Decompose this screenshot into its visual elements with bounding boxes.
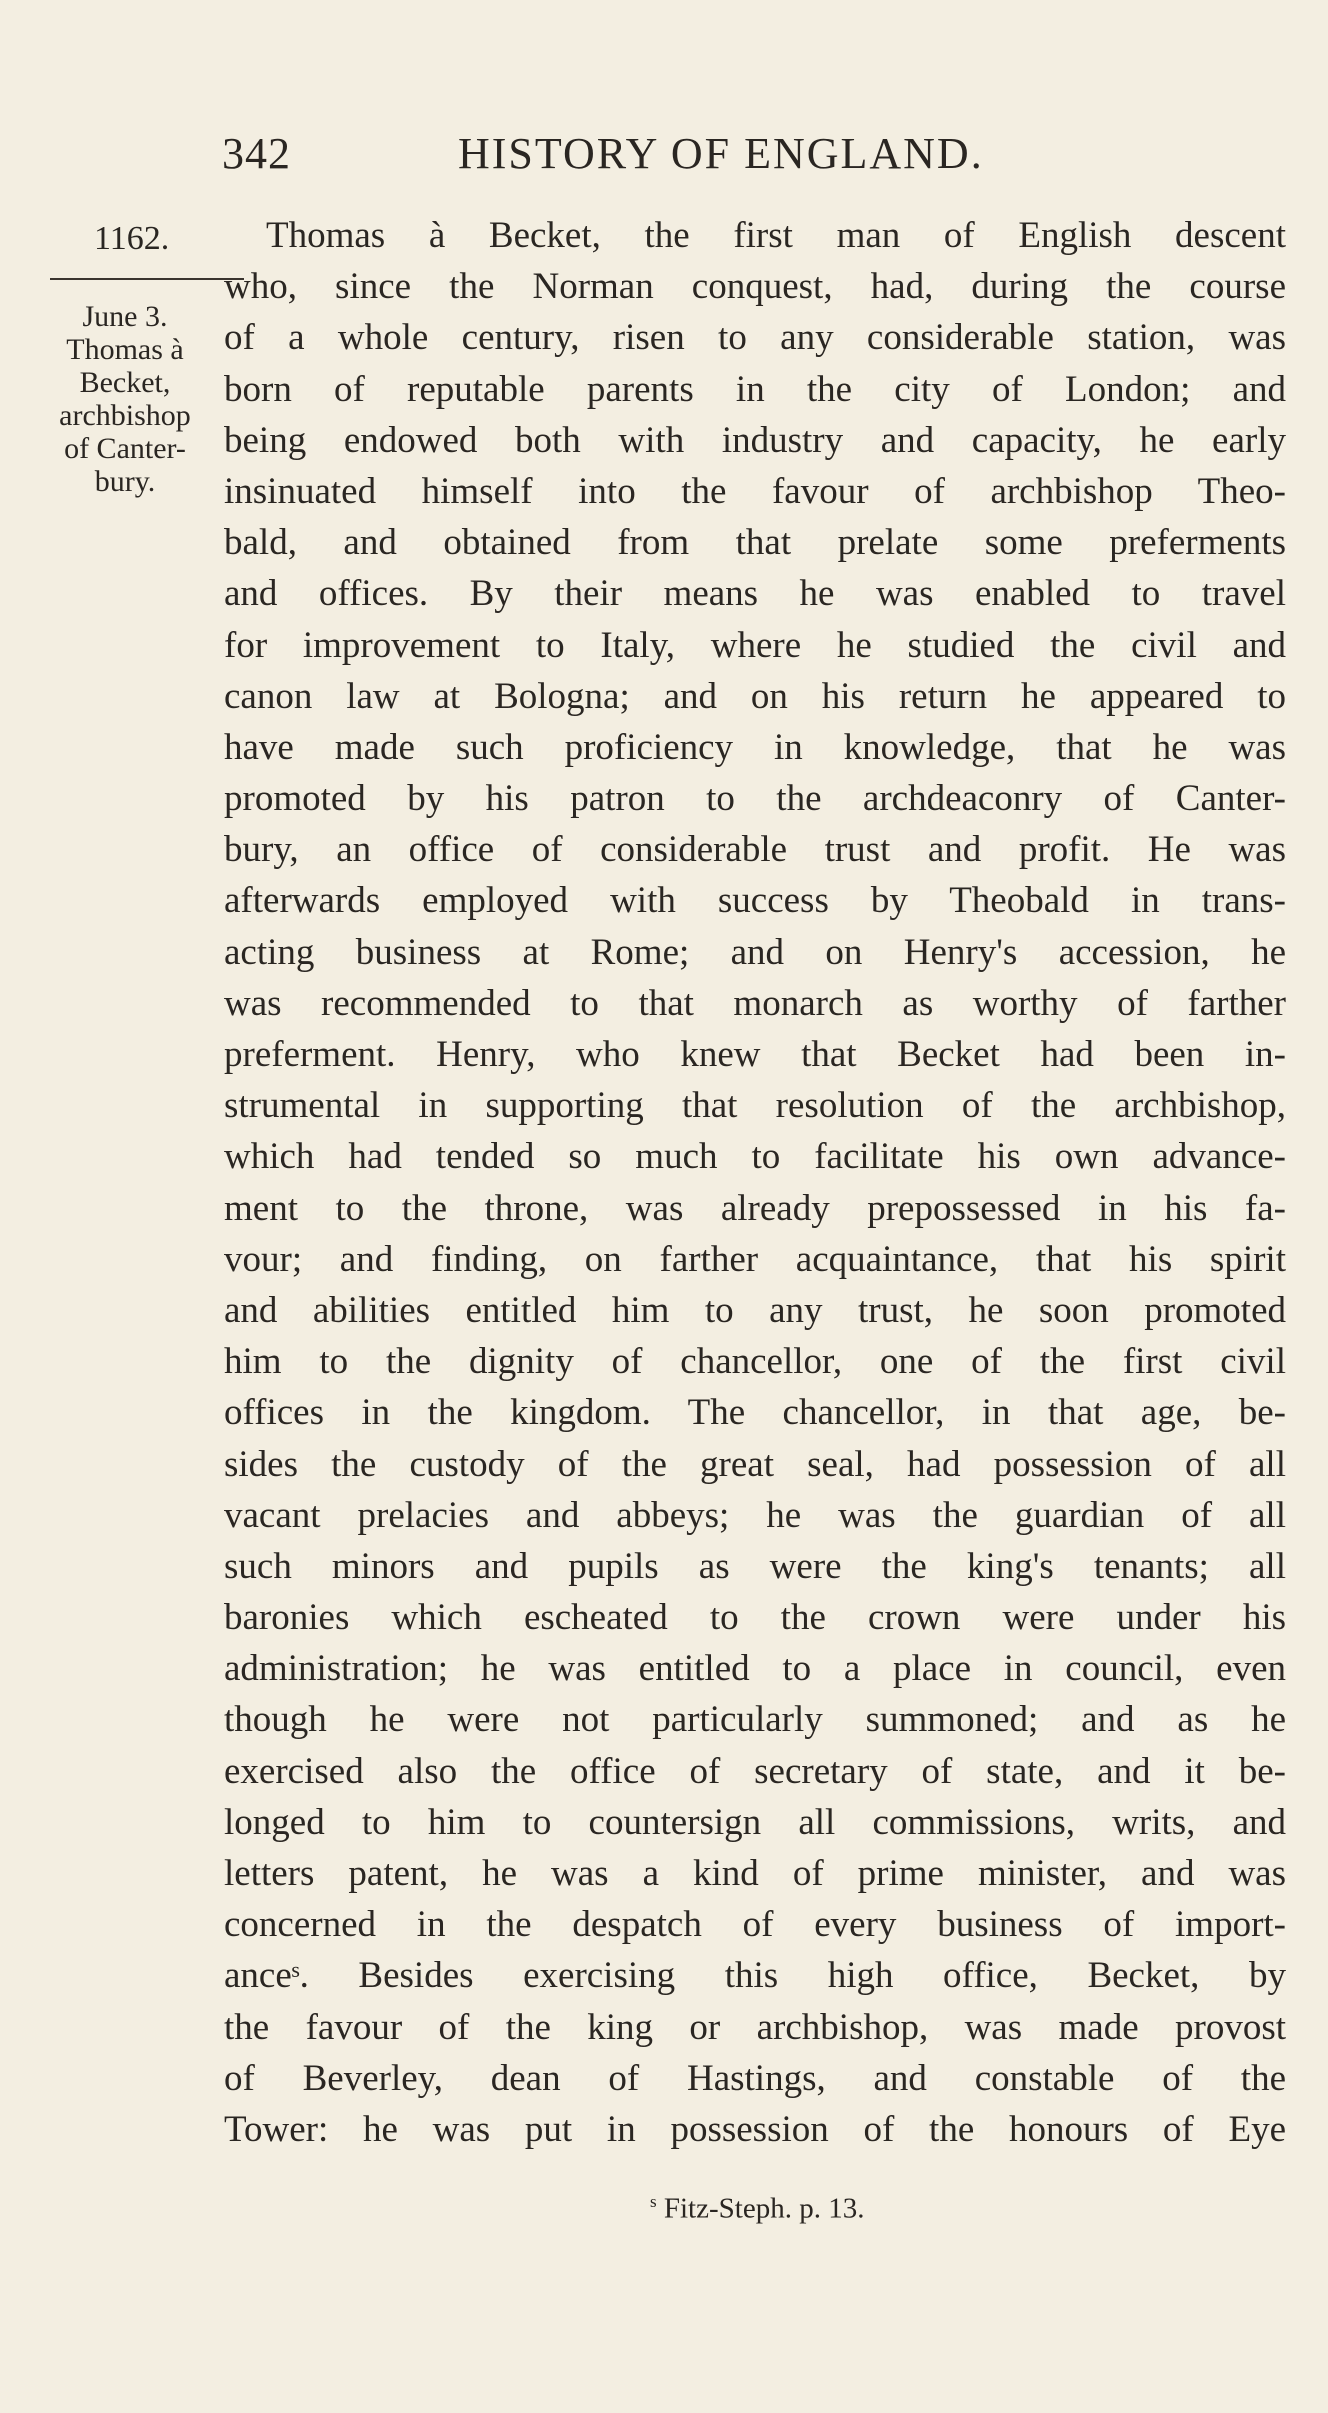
margin-note-text bbox=[40, 300, 210, 498]
text-line: preferment. Henry, who knew that Becket had been in- bbox=[224, 1034, 1286, 1075]
text-line: baronies which escheated to the crown were under his bbox=[224, 1597, 1286, 1639]
text-line: him to the dignity of chancellor, one of the first civil bbox=[224, 1341, 1286, 1383]
text-line: for improvement to Italy, where he studied the civil and bbox=[224, 624, 1286, 666]
text-line: and abilities entitled him to any trust, he soon promoted bbox=[224, 1289, 1286, 1331]
text-line: offices in the kingdom. The chancellor, in that age, be- bbox=[224, 1392, 1286, 1434]
text-line: and offices. By their means he was enabled to travel bbox=[224, 573, 1286, 615]
page-header bbox=[222, 128, 1280, 188]
text-line: born of reputable parents in the city of London; and bbox=[224, 368, 1286, 410]
text-line: Thomas à Becket, the first man of English descent bbox=[266, 215, 1286, 256]
text-line: being endowed both with industry and capacity, he early bbox=[224, 419, 1286, 461]
margin-note-line: June 3. bbox=[82, 300, 168, 333]
text-line: Tower: he was put in possession of the honours of Eye bbox=[224, 2108, 1286, 2150]
text-line: anceˢ. Besides exercising this high office, Becket, by bbox=[224, 1955, 1286, 1997]
text-line: vour; and finding, on farther acquaintance, that his spirit bbox=[224, 1238, 1286, 1280]
text-line: of a whole century, risen to any considerable station, was bbox=[224, 317, 1286, 359]
text-line: administration; he was entitled to a place in council, even bbox=[224, 1648, 1286, 1690]
text-line: vacant prelacies and abbeys; he was the guardian of all bbox=[224, 1494, 1286, 1536]
running-head: HISTORY OF ENGLAND. bbox=[458, 129, 984, 178]
text-line: insinuated himself into the favour of archbishop Theo- bbox=[224, 470, 1286, 512]
text-line: sides the custody of the great seal, had possession of all bbox=[224, 1443, 1286, 1485]
footnote bbox=[650, 2192, 864, 2226]
text-line: strumental in supporting that resolution of the archbishop, bbox=[224, 1085, 1286, 1127]
text-line: bald, and obtained from that prelate some preferments bbox=[224, 522, 1286, 564]
text-line: such minors and pupils as were the king's tenants; all bbox=[224, 1545, 1286, 1587]
text-line: who, since the Norman conquest, had, during the course bbox=[224, 266, 1286, 308]
text-line: ment to the throne, was already prepossessed in his fa- bbox=[224, 1187, 1286, 1229]
margin-note-line: of Canter- bbox=[64, 432, 186, 465]
margin-note-line: Thomas à bbox=[66, 333, 184, 366]
text-line: of Beverley, dean of Hastings, and constable of the bbox=[224, 2057, 1286, 2099]
text-line: letters patent, he was a kind of prime minister, and was bbox=[224, 1853, 1286, 1894]
text-line: exercised also the office of secretary of state, and it be- bbox=[224, 1750, 1286, 1792]
text-line: promoted by his patron to the archdeaconry of Canter- bbox=[224, 778, 1286, 820]
text-line: longed to him to countersign all commissions, writs, and bbox=[224, 1801, 1286, 1843]
text-line: have made such proficiency in knowledge, that he was bbox=[224, 726, 1286, 768]
text-line: though he were not particularly summoned; and as he bbox=[224, 1699, 1286, 1741]
margin-note-line: bury. bbox=[94, 465, 156, 498]
text-line: the favour of the king or archbishop, was made provost bbox=[224, 2006, 1286, 2048]
text-line: afterwards employed with success by Theobald in trans- bbox=[224, 880, 1286, 922]
text-line: was recommended to that monarch as worthy of farther bbox=[224, 982, 1286, 1024]
page-number: 342 bbox=[222, 129, 291, 178]
body-text bbox=[224, 210, 1286, 2155]
margin-note-line: archbishop bbox=[59, 399, 191, 432]
footnote-mark: s bbox=[650, 2192, 657, 2211]
text-line: acting business at Rome; and on Henry's accession, he bbox=[224, 931, 1286, 973]
margin-year: 1162. bbox=[94, 220, 170, 257]
text-line: canon law at Bologna; and on his return he appeared to bbox=[224, 675, 1286, 717]
text-line: which had tended so much to facilitate his own advance- bbox=[224, 1136, 1286, 1178]
margin-note-line: Becket, bbox=[79, 366, 171, 399]
margin-divider bbox=[50, 278, 244, 280]
text-line: concerned in the despatch of every business of import- bbox=[224, 1904, 1286, 1946]
footnote-text: Fitz-Steph. p. 13. bbox=[656, 2192, 865, 2225]
text-line: bury, an office of considerable trust and profit. He was bbox=[224, 829, 1286, 871]
